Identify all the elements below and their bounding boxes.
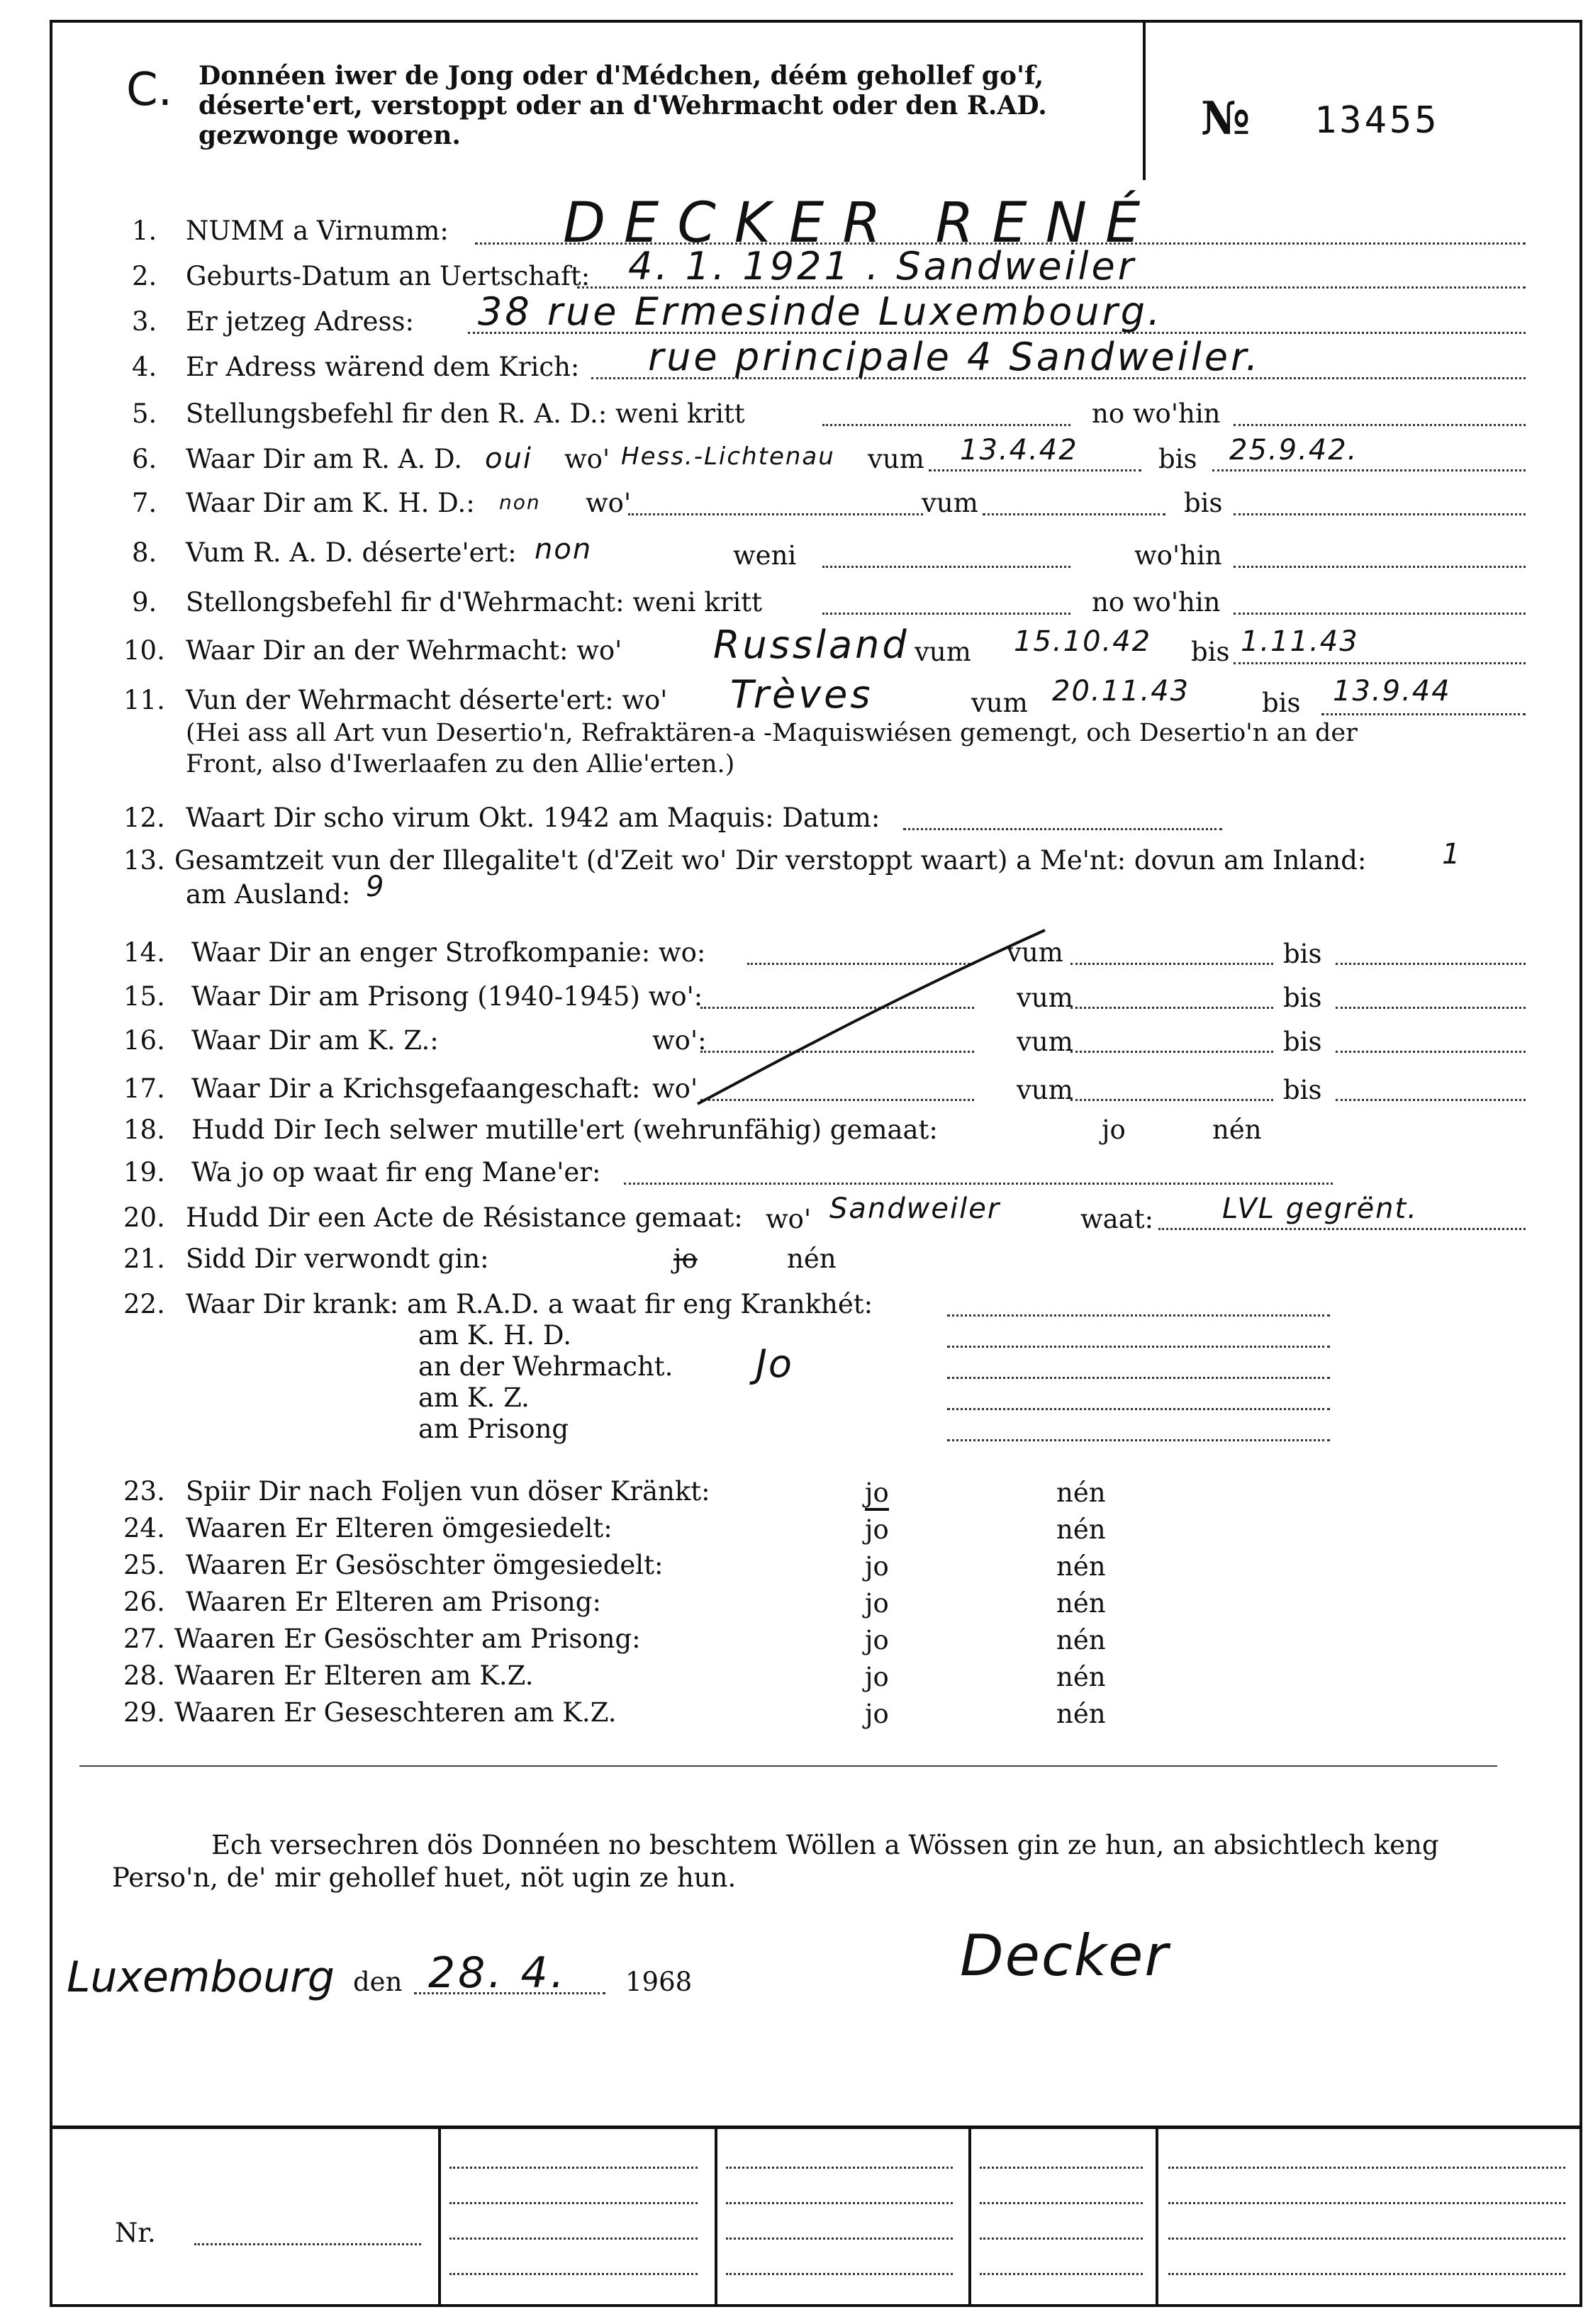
row-26-label: Waaren Er Elteren am Prisong: — [186, 1587, 601, 1617]
row-15-label: Waar Dir am Prisong (1940-1945) wo': — [191, 981, 703, 1012]
row-18-label: Hudd Dir Iech selwer mutille'ert (wehrunfähig) gemaat: — [191, 1114, 938, 1145]
row-3-label: Er jetzeg Adress: — [186, 306, 414, 337]
separator-line — [79, 1765, 1497, 1767]
number-label: № — [1201, 92, 1251, 145]
row-11-label: Vun der Wehrmacht déserte'ert: wo' — [186, 685, 668, 715]
form-letter: C. — [126, 64, 173, 116]
row-3-answer: 38 rue Ermesinde Luxembourg. — [478, 289, 1163, 334]
row-8-label: Vum R. A. D. déserte'ert: — [186, 537, 517, 568]
date-label: den — [353, 1967, 403, 1997]
strike-through-mark — [690, 923, 1059, 1114]
row-29-label: Waaren Er Geseschteren am K.Z. — [174, 1697, 617, 1728]
row-4-answer: rue principale 4 Sandweiler. — [648, 335, 1261, 379]
nr-label: Nr. — [115, 2218, 156, 2248]
row-22-label: Waar Dir krank: am R.A.D. a waat fir eng Krankhét: — [186, 1289, 873, 1319]
row-27-label: Waaren Er Gesöschter am Prisong: — [174, 1624, 641, 1654]
row-14-label: Waar Dir an enger Strofkompanie: wo: — [191, 937, 706, 968]
row-24-label: Waaren Er Elteren ömgesiedelt: — [186, 1513, 613, 1543]
row-10-label: Waar Dir an der Wehrmacht: wo' — [186, 635, 622, 666]
row-9-label: Stellongsbefehl fir d'Wehrmacht: weni kritt — [186, 587, 763, 618]
row-7-label: Waar Dir am K. H. D.: — [186, 488, 475, 518]
row-5-label: Stellungsbefehl fir den R. A. D.: weni kritt — [186, 398, 745, 429]
row-13-label: Gesamtzeit vun der Illegalite't (d'Zeit wo' Dir verstoppt waart) a Me'nt: dovun am Inland: — [174, 845, 1367, 876]
row-11-note-2: Front, also d'Iwerlaafen zu den Allie'erten.) — [186, 750, 735, 778]
row-12-label: Waart Dir scho virum Okt. 1942 am Maquis: Datum: — [186, 803, 880, 833]
row-2-label: Geburts-Datum an Uertschaft: — [186, 261, 591, 291]
form-title: Donnéen iwer de Jong oder d'Médchen, déém gehollef go'f, déserte'ert, verstoppt oder an d'Wehrmacht oder den R.AD. gezwonge wooren. — [198, 61, 1047, 150]
row-2-answer: 4. 1. 1921 . Sandweiler — [628, 244, 1136, 289]
row-1-number: 1. — [132, 216, 157, 246]
header-divider — [1143, 23, 1146, 180]
date-handwritten: 28. 4. — [428, 1948, 567, 1998]
number-value: 13455 — [1314, 99, 1440, 142]
row-4-label: Er Adress wärend dem Krich: — [186, 352, 580, 382]
date-year: 1968 — [625, 1967, 693, 1997]
row-1-answer: DECKER RENÉ — [563, 191, 1159, 255]
footer-top-line — [52, 2125, 1579, 2129]
row-1-label: NUMM a Virnumm: — [186, 216, 449, 246]
row-25-label: Waaren Er Gesöschter ömgesiedelt: — [186, 1550, 664, 1580]
signature: Decker — [960, 1923, 1170, 1989]
row-19-label: Wa jo op waat fir eng Mane'er: — [191, 1157, 601, 1188]
place-handwritten: Luxembourg — [67, 1953, 335, 2002]
row-23-label: Spiir Dir nach Foljen vun döser Kränkt: — [186, 1476, 710, 1507]
row-21-label: Sidd Dir verwondt gin: — [186, 1244, 489, 1274]
row-28-label: Waaren Er Elteren am K.Z. — [174, 1660, 534, 1691]
row-11-note: (Hei ass all Art vun Desertio'n, Refraktären-a -Maquiswiésen gemengt, och Desertio'n an der — [186, 719, 1358, 747]
row-20-label: Hudd Dir een Acte de Résistance gemaat: — [186, 1202, 743, 1233]
row-6-label: Waar Dir am R. A. D. — [186, 444, 462, 474]
row-16-label: Waar Dir am K. Z.: — [191, 1025, 439, 1056]
form-page: C. Donnéen iwer de Jong oder d'Médchen, déém gehollef go'f, déserte'ert, verstoppt oder an d'Wehrmacht oder den R.AD. gezwonge wooren. № 13455 1. NUMM a Virnumm: DECKER RENÉ 2. Geburts-Datum an Uertschaft: 4. 1. 1921 . Sandweiler 3. Er jetzeg Adress: 38 rue Ermesinde Luxembourg. 4. Er Adress wärend dem Krich: rue principale 4 Sandweiler. 5. Stellungsbefehl fir den R. A. D.: weni kritt no wo'hin 6. Waar Dir am R. A. D. oui wo' Hess.-Lichtenau vum 13.4.42 bis 25.9.42. 7. Waar Dir am K. H. D.: non wo' vum bis 8. Vum R. A. D. déserte'ert: non weni wo'hin 9. Stellongsbefehl fir d'Wehrmacht: weni kritt no wo'hin 10. Waar Dir an der Wehrmacht: wo' Russland vum 15.10.42 bis 1.11.43 11. Vun der Wehrmacht déserte'ert: wo' Trèves vum 20.11.43 bis 13.9.44 (Hei ass all Art vun Desertio'n, Refraktären-a -Maquiswiésen gemengt, och Desertio'n an der Front, also d'Iwerlaafen zu den Allie'erten.) 12. Waart Dir scho virum Okt. 1942 am Maquis: Datum: 13. Gesamtzeit vun der Illegalite't (d'Zeit wo' Dir verstoppt waart) a Me'nt: dovun am Inland: 1 am Ausland: 9 14. Waar Dir an enger Strofkompanie: wo: vum bis 15. Waar Dir am Prisong (1940-1945) wo': vum bis 16. Waar Dir am K. Z.: wo': vum bis 17. Waar Dir a Krichsgefaangeschaft: wo' vum bis 18. Hudd Dir Iech selwer mutille'ert (wehrunfähig) gemaat: jo nén 19. Wa jo op waat fir eng Mane'er: 20. Hudd Dir een Acte de Résistance gemaat: wo' Sandweiler waat: LVL gegrënt. 21. Sidd Dir verwondt gin: jo nén 22. Waar Dir krank: am R.A.D. a waat fir eng Krankhét: am K. H. D. an der Wehrmacht. am K. Z. am Prisong Jo 23. Spiir Dir nach Foljen vun döser Kränkt: jo nén 24. Waaren Er Elteren ömgesiedelt: jo nén 25. Waaren Er Gesöschter ömgesiedelt: jo nén 26. Waaren Er Elteren am Prisong: jo nén 27. Waaren Er Gesöschter am Prisong: jo nén 28. Waaren Er Elteren am K.Z. jo nén 29. Waaren Er Geseschteren am K.Z. jo nén Ech versechren dös Donnéen no beschtem Wöllen a Wössen gin ze hun, an absichtlech keng Perso'n, de' mir gehollef huet, nöt ugin ze hun. Luxembourg den 28. 4. 1968 Decker Nr. — [50, 20, 1582, 2307]
row-17-label: Waar Dir a Krichsgefaangeschaft: — [191, 1073, 641, 1104]
declaration-text: Ech versechren dös Donnéen no beschtem Wöllen a Wössen gin ze hun, an absichtlech keng Perso'n, de' mir gehollef huet, nöt ugin ze hun. — [112, 1830, 1439, 1893]
